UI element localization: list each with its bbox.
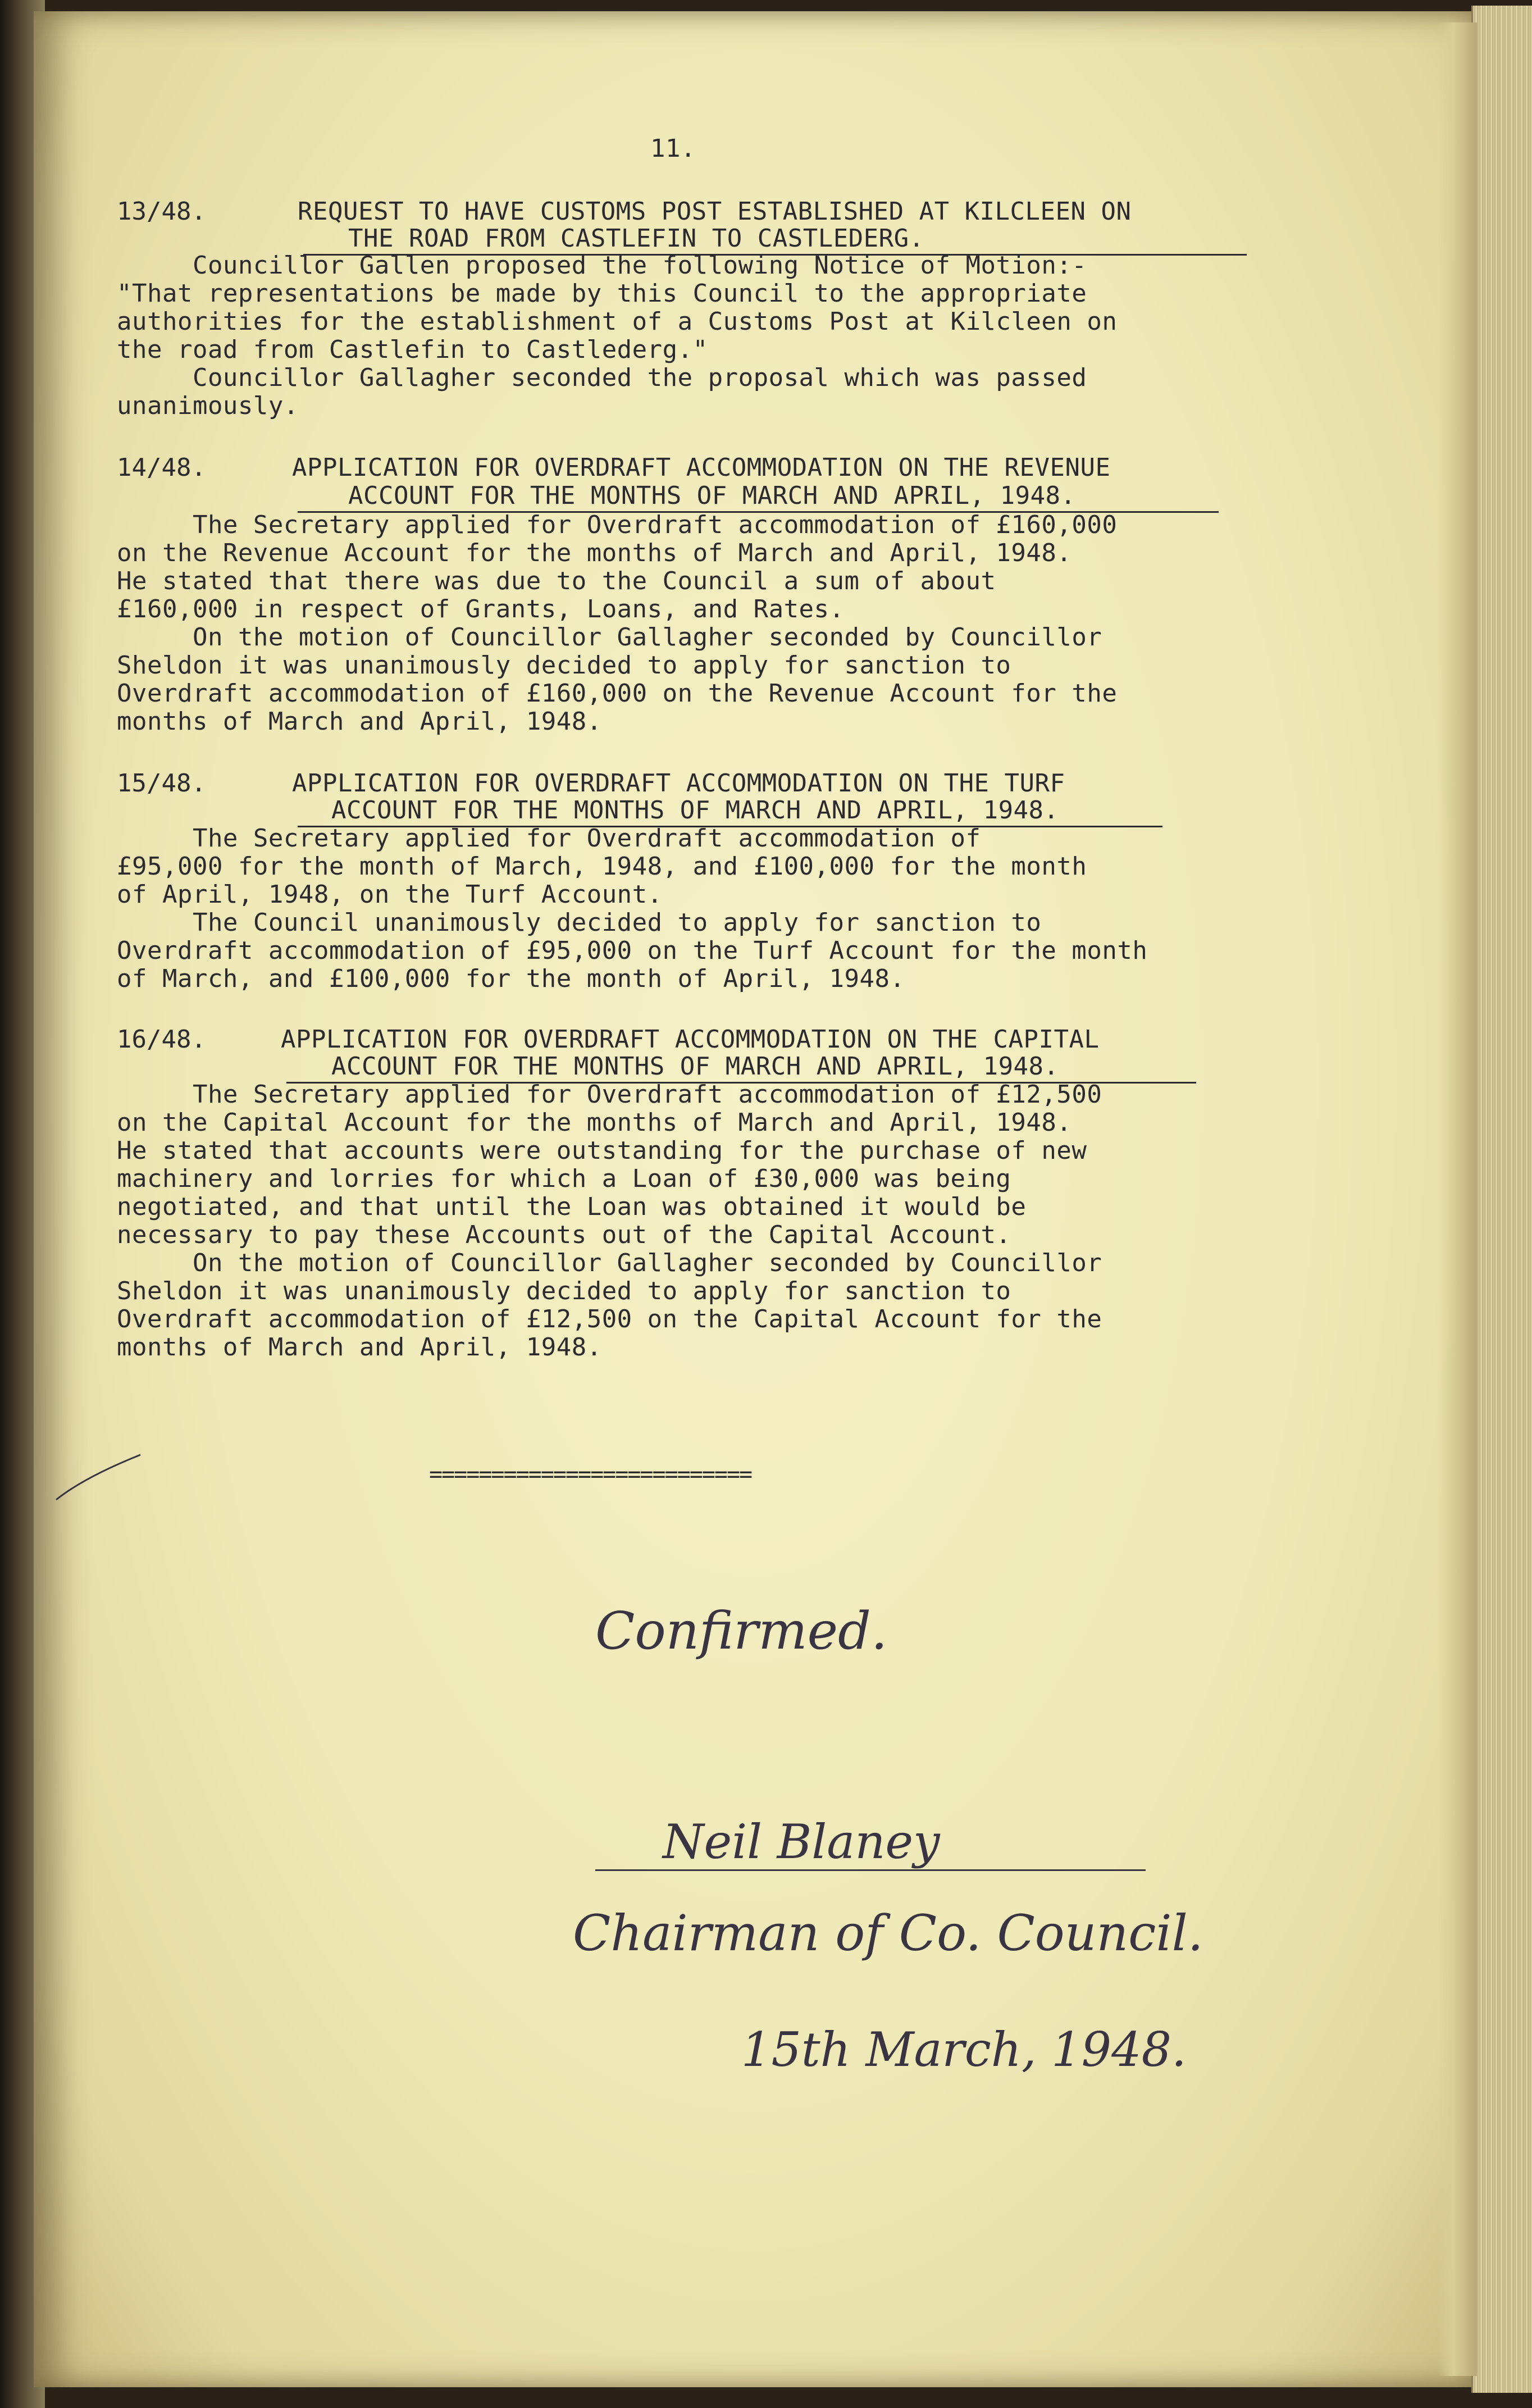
body-line: He stated that there was due to the Council a sum of about bbox=[117, 567, 996, 595]
page-number: 11. bbox=[650, 134, 696, 163]
body-line: on the Capital Account for the months of March and April, 1948. bbox=[117, 1108, 1072, 1137]
body-line: negotiated, and that until the Loan was obtained it would be bbox=[117, 1192, 1027, 1221]
page-curl-shadow bbox=[1438, 22, 1477, 2376]
body-line: Sheldon it was unanimously decided to apply for sanction to bbox=[117, 1277, 1011, 1305]
body-line: of March, and £100,000 for the month of April, 1948. bbox=[117, 964, 905, 993]
item-heading-14-line2: ACCOUNT FOR THE MONTHS OF MARCH AND APRIL, 1948. bbox=[348, 481, 1076, 510]
item-number-14: 14/48. bbox=[117, 453, 206, 482]
body-line: on the Revenue Account for the months of March and April, 1948. bbox=[117, 539, 1072, 567]
handwritten-date: 15th March, 1948. bbox=[741, 2022, 1187, 2077]
body-line: months of March and April, 1948. bbox=[117, 1333, 602, 1362]
body-line: Councillor Gallagher seconded the proposal which was passed bbox=[117, 363, 1087, 392]
body-line: He stated that accounts were outstanding for the purchase of new bbox=[117, 1136, 1087, 1165]
body-line: Overdraft accommodation of £12,500 on the Capital Account for the bbox=[117, 1305, 1102, 1333]
body-line: Sheldon it was unanimously decided to apply for sanction to bbox=[117, 651, 1011, 680]
item-heading-14-line1: APPLICATION FOR OVERDRAFT ACCOMMODATION ON THE REVENUE bbox=[292, 453, 1111, 482]
body-line: of April, 1948, on the Turf Account. bbox=[117, 880, 663, 909]
pen-mark bbox=[51, 1444, 163, 1511]
item-number-13: 13/48. bbox=[117, 197, 206, 226]
handwritten-confirmed: Confirmed. bbox=[595, 1601, 888, 1661]
body-line: The Council unanimously decided to apply for sanction to bbox=[117, 908, 1042, 937]
body-line: The Secretary applied for Overdraft accommodation of £12,500 bbox=[117, 1080, 1102, 1109]
item-heading-16-line2: ACCOUNT FOR THE MONTHS OF MARCH AND APRIL, 1948. bbox=[331, 1052, 1059, 1081]
signature-line bbox=[595, 1869, 1146, 1871]
item-heading-13-line2: THE ROAD FROM CASTLEFIN TO CASTLEDERG. bbox=[348, 224, 924, 253]
item-number-16: 16/48. bbox=[117, 1025, 206, 1054]
item-body-14 bbox=[117, 511, 1117, 736]
item-number-15: 15/48. bbox=[117, 769, 206, 798]
body-line: £160,000 in respect of Grants, Loans, and Rates. bbox=[117, 595, 845, 623]
body-line: the road from Castlefin to Castlederg." bbox=[117, 335, 708, 364]
item-heading-15-line1: APPLICATION FOR OVERDRAFT ACCOMMODATION ON THE TURF bbox=[292, 769, 1065, 798]
body-line: £95,000 for the month of March, 1948, and £100,000 for the month bbox=[117, 852, 1087, 881]
item-heading-15-line2: ACCOUNT FOR THE MONTHS OF MARCH AND APRIL, 1948. bbox=[331, 796, 1059, 825]
section-separator: ========================== bbox=[429, 1462, 752, 1487]
body-line: Overdraft accommodation of £95,000 on the Turf Account for the month bbox=[117, 936, 1148, 965]
body-line: "That representations be made by this Council to the appropriate bbox=[117, 279, 1087, 308]
body-line: authorities for the establishment of a Customs Post at Kilcleen on bbox=[117, 307, 1118, 336]
body-line: Overdraft accommodation of £160,000 on the Revenue Account for the bbox=[117, 679, 1118, 708]
item-body-15 bbox=[117, 825, 1147, 993]
body-line: months of March and April, 1948. bbox=[117, 707, 602, 736]
body-line: The Secretary applied for Overdraft accommodation of bbox=[117, 824, 981, 853]
handwritten-signature: Neil Blaney bbox=[663, 1814, 940, 1869]
body-line: necessary to pay these Accounts out of the Capital Account. bbox=[117, 1221, 1011, 1249]
item-body-13 bbox=[117, 252, 1117, 420]
body-line: Councillor Gallen proposed the following Notice of Motion:- bbox=[117, 251, 1087, 280]
body-line: The Secretary applied for Overdraft accommodation of £160,000 bbox=[117, 511, 1118, 539]
item-heading-16-line1: APPLICATION FOR OVERDRAFT ACCOMMODATION ON THE CAPITAL bbox=[281, 1025, 1100, 1054]
body-line: On the motion of Councillor Gallagher seconded by Councillor bbox=[117, 623, 1102, 652]
item-heading-13-line1: REQUEST TO HAVE CUSTOMS POST ESTABLISHED AT KILCLEEN ON bbox=[298, 197, 1132, 226]
body-line: On the motion of Councillor Gallagher seconded by Councillor bbox=[117, 1249, 1102, 1277]
body-line: unanimously. bbox=[117, 392, 299, 420]
handwritten-title: Chairman of Co. Council. bbox=[573, 1904, 1203, 1962]
item-body-16 bbox=[117, 1081, 1102, 1362]
page-stack-edge bbox=[1471, 6, 1532, 2393]
body-line: machinery and lorries for which a Loan of £30,000 was being bbox=[117, 1164, 1011, 1193]
